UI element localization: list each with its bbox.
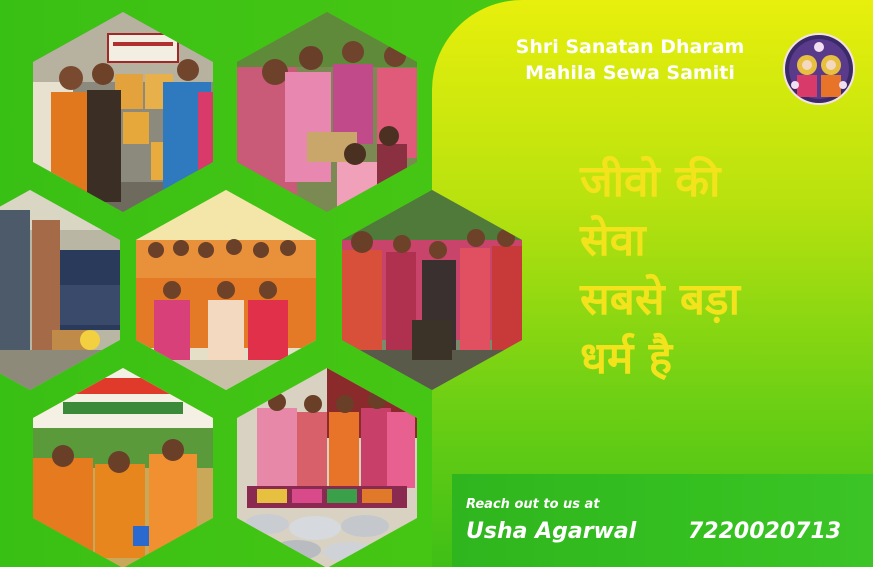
contact-phone[interactable]: 7220020713 <box>688 519 842 544</box>
contact-prompt: Reach out to us at <box>466 497 600 512</box>
photo-group-seated-under-tent <box>136 190 316 390</box>
photo-utensils-donation <box>237 368 417 567</box>
organization-name <box>480 34 780 86</box>
slogan-line: धर्म है <box>580 333 673 384</box>
hindi-slogan <box>580 152 740 388</box>
photo-women-with-food-drums <box>33 12 213 212</box>
organization-name-line1: Shri Sanatan Dharam <box>515 36 745 58</box>
photo-planting-activity-banner <box>33 368 213 567</box>
slogan-line: सेवा <box>580 215 646 266</box>
slogan-line: सबसे बड़ा <box>580 274 740 325</box>
organization-name-line2: Mahila Sewa Samiti <box>525 62 735 84</box>
slogan-line: जीवो की <box>580 156 721 207</box>
deity-logo-icon <box>783 33 855 105</box>
photo-women-distributing-to-children <box>237 12 417 212</box>
photo-clothes-distribution <box>0 190 120 390</box>
contact-name: Usha Agarwal <box>466 519 637 544</box>
